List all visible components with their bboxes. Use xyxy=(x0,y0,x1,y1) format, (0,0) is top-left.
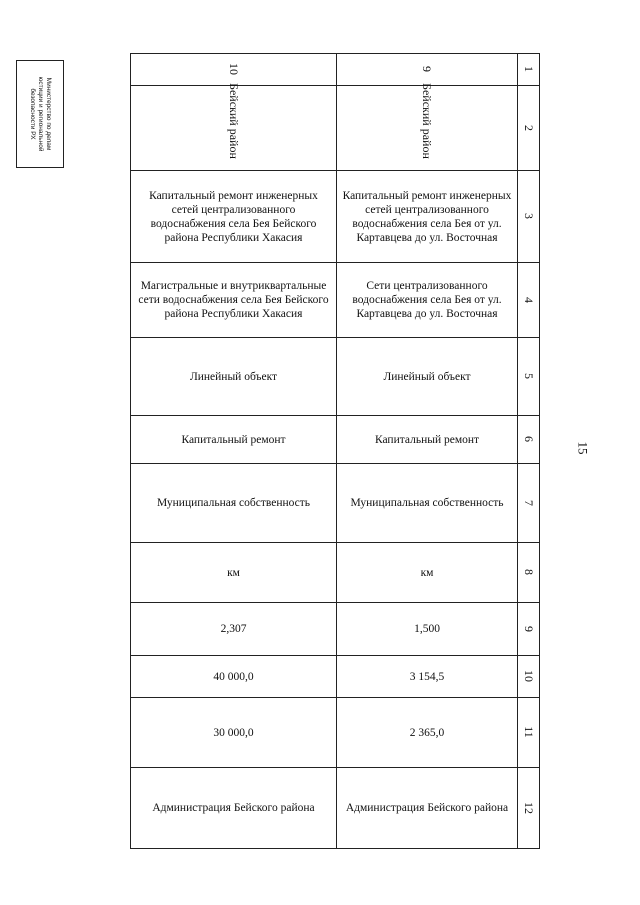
column-index: 6 xyxy=(518,416,540,464)
data-table xyxy=(130,53,540,849)
cell-district: Бейский район xyxy=(337,86,518,171)
cell-district: Бейский район xyxy=(131,86,337,171)
page-number: 15 xyxy=(575,441,591,455)
table-row xyxy=(131,656,540,698)
cell-object-9: 9 xyxy=(337,54,518,86)
cell-work-type: Капитальный ремонт xyxy=(131,416,337,464)
table-row xyxy=(131,338,540,416)
cell-capacity: 2,307 xyxy=(131,603,337,656)
stamp-text xyxy=(28,62,52,166)
stamp-line: Министерство по делам xyxy=(45,77,52,151)
column-index: 7 xyxy=(518,464,540,543)
table-row xyxy=(131,543,540,603)
cell-capacity: 1,500 xyxy=(337,603,518,656)
cell-responsible: Администрация Бейского района xyxy=(131,768,337,849)
table-row xyxy=(131,768,540,849)
table-row xyxy=(131,86,540,171)
cell-estimated-cost: 40 000,0 xyxy=(131,656,337,698)
column-index: 8 xyxy=(518,543,540,603)
stamp-line: юстиции и региональной xyxy=(37,76,44,152)
column-index: 1 xyxy=(518,54,540,86)
cell-work-name: Капитальный ремонт инженерных сетей централизованного водоснабжения села Бея от ул. Картавцева до ул. Восточная xyxy=(337,171,518,263)
column-index: 2 xyxy=(518,86,540,171)
cell-funding: 30 000,0 xyxy=(131,698,337,768)
cell-unit: км xyxy=(131,543,337,603)
registration-stamp xyxy=(16,60,64,168)
table-row xyxy=(131,698,540,768)
table-row xyxy=(131,603,540,656)
column-index: 12 xyxy=(518,768,540,849)
cell-ownership: Муниципальная собственность xyxy=(131,464,337,543)
column-index: 3 xyxy=(518,171,540,263)
cell-funding: 2 365,0 xyxy=(337,698,518,768)
cell-estimated-cost: 3 154,5 xyxy=(337,656,518,698)
column-index: 5 xyxy=(518,338,540,416)
table-row xyxy=(131,54,540,86)
cell-responsible: Администрация Бейского района xyxy=(337,768,518,849)
table-row xyxy=(131,171,540,263)
cell-work-type: Капитальный ремонт xyxy=(337,416,518,464)
table-row xyxy=(131,464,540,543)
cell-ownership: Муниципальная собственность xyxy=(337,464,518,543)
cell-unit: км xyxy=(337,543,518,603)
column-index: 11 xyxy=(518,698,540,768)
stamp-line: безопасности РХ xyxy=(29,88,36,140)
table-row xyxy=(131,263,540,338)
column-index: 4 xyxy=(518,263,540,338)
column-index: 10 xyxy=(518,656,540,698)
cell-object-type: Линейный объект xyxy=(131,338,337,416)
cell-object-10: 10 xyxy=(131,54,337,86)
cell-work-name: Капитальный ремонт инженерных сетей централизованного водоснабжения села Бея Бейского района Республики Хакасия xyxy=(131,171,337,263)
cell-object-name: Магистральные и внутриквартальные сети водоснабжения села Бея Бейского района Республики Хакасия xyxy=(131,263,337,338)
column-index: 9 xyxy=(518,603,540,656)
cell-object-type: Линейный объект xyxy=(337,338,518,416)
table-row xyxy=(131,416,540,464)
cell-object-name: Сети централизованного водоснабжения села Бея от ул. Картавцева до ул. Восточная xyxy=(337,263,518,338)
